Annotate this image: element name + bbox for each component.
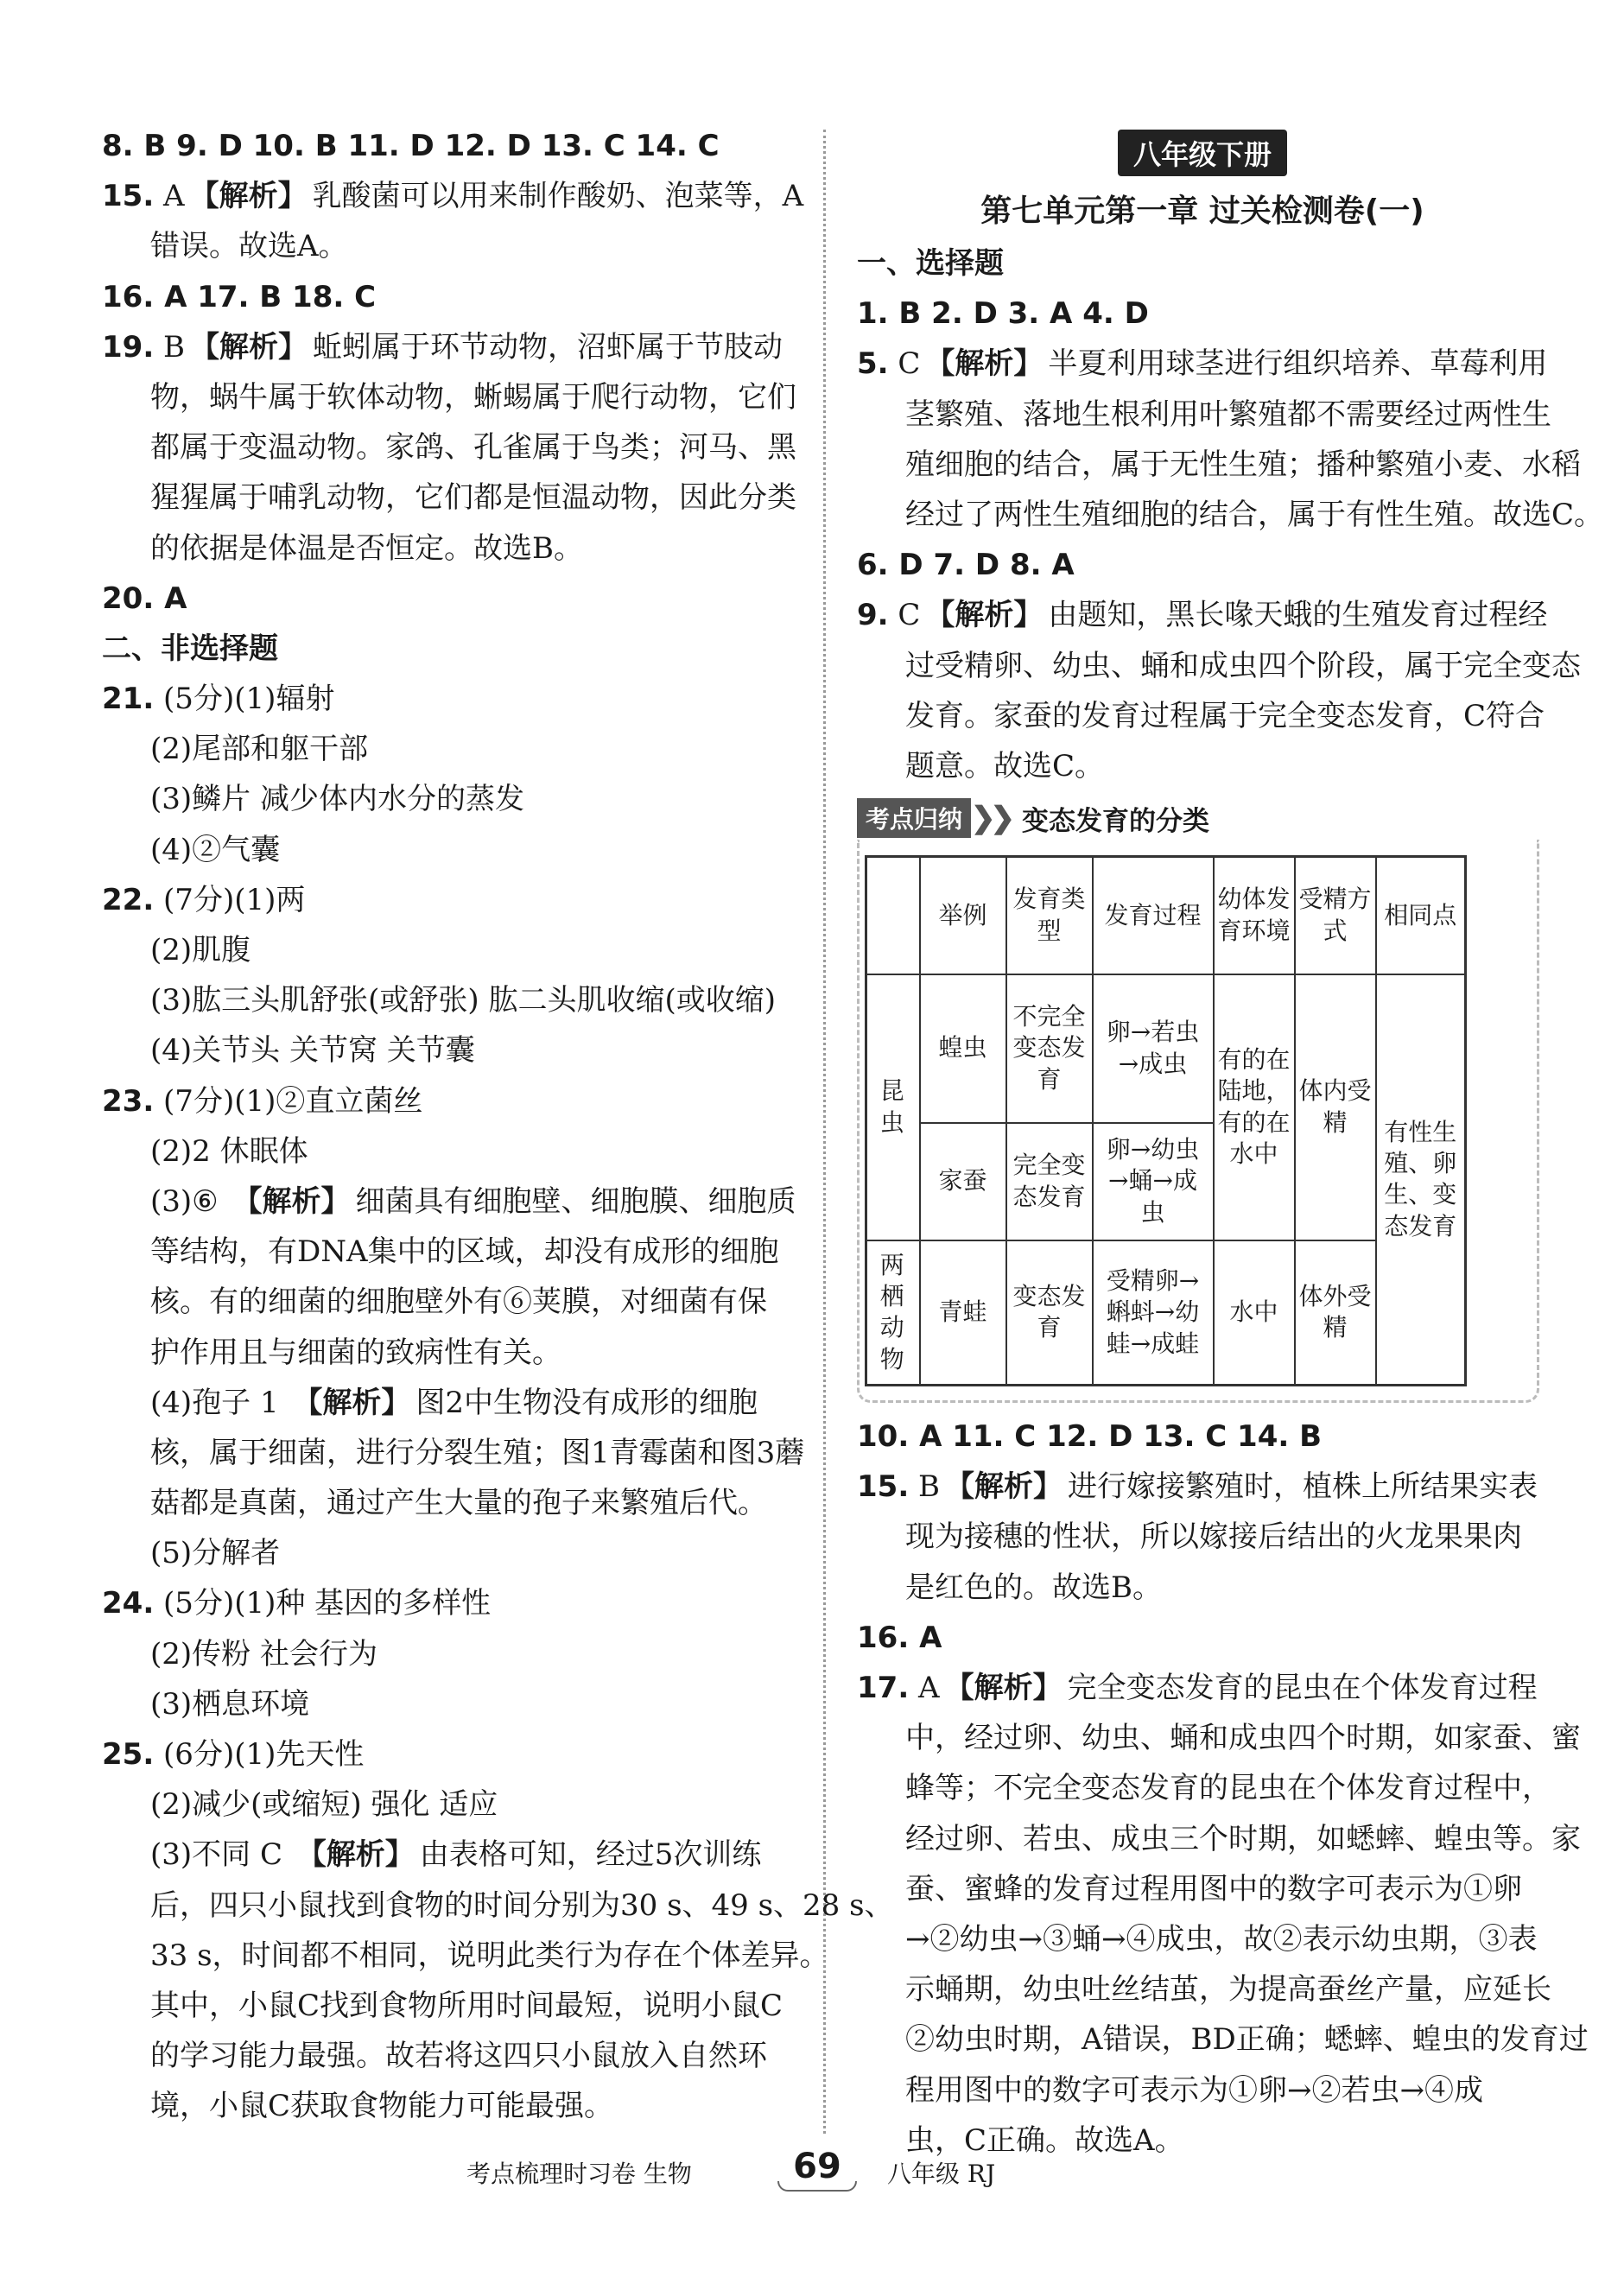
table-row: [866, 1240, 1466, 1386]
answer-line: [857, 590, 1548, 640]
choice-answers: 8. B 9. D 10. B 11. D 12. D 13. C 14. C: [102, 129, 720, 163]
header-example: 举例: [920, 857, 1006, 974]
kaodian-box: [857, 796, 1548, 1403]
kaodian-label: 考点归纳: [857, 798, 971, 838]
answer-continuation: [102, 1981, 793, 2031]
question-number: 21.: [102, 682, 155, 717]
answer-continuation: [102, 1679, 793, 1729]
choice-answers: 10. A 11. C 12. D 13. C 14. B: [857, 1419, 1323, 1455]
answer-text: 完全变态发育的昆虫在个体发育过程: [1067, 1671, 1538, 1705]
answer-continuation: [857, 490, 1604, 540]
answer-value: (5分)(1)种 基因的多样性: [163, 1586, 492, 1621]
column-divider: [823, 130, 826, 2134]
analysis-tag: 【解析】: [189, 179, 308, 214]
answer-text: 的学习能力最强。故若将这四只小鼠放入自然环: [150, 2039, 767, 2074]
answer-text: (2)2 休眠体: [150, 1133, 308, 1169]
grade-badge-wrap: [857, 130, 1548, 185]
question-number: 23.: [102, 1083, 155, 1119]
analysis-tag: 【解析】: [944, 1671, 1063, 1705]
answer-continuation: [857, 741, 1548, 791]
answer-text: 经过卵、若虫、成虫三个时期，如蟋蟀、蝗虫等。家: [905, 1821, 1581, 1856]
analysis-tag: 【解析】: [296, 1837, 415, 1873]
answer-text: (3)肱三头肌舒张(或舒张) 肱二头肌收缩(或收缩): [150, 983, 777, 1018]
answer-text: 其中，小鼠C找到食物所用时间最短，说明小鼠C: [150, 1988, 783, 2023]
answer-continuation: [857, 1964, 1551, 2014]
cell-fert: 体内受精: [1295, 974, 1376, 1240]
answer-value: (7分)(1)②直立菌丝: [163, 1083, 423, 1119]
answer-continuation: [102, 2081, 793, 2131]
analysis-tag: 【解析】: [190, 329, 308, 365]
answer-continuation: [102, 523, 793, 574]
choice-answers-line: [857, 540, 1548, 590]
answer-continuation: [102, 1881, 894, 1931]
answer-prefix: (3)⑥: [150, 1183, 228, 1219]
header-process: 发育过程: [1093, 857, 1214, 974]
answer-subline: [102, 1830, 793, 1880]
section-heading: [102, 624, 793, 674]
answer-line: [857, 1462, 1548, 1512]
answer-value: B: [918, 1469, 941, 1505]
group-amphibian: 两栖动物: [866, 1240, 920, 1386]
section-heading-text: 一、选择题: [857, 246, 1004, 281]
answer-prefix: (3)不同 C: [150, 1837, 292, 1873]
cell-process: 卵→幼虫→蛹→成虫: [1093, 1123, 1214, 1240]
answer-subline: [102, 1177, 796, 1227]
choice-answers: 20. A: [102, 580, 187, 616]
answer-line: [102, 322, 793, 372]
answer-text: 进行嫁接繁殖时，植株上所结果实表: [1068, 1469, 1538, 1505]
answer-continuation: [102, 422, 796, 473]
answer-continuation: [857, 1914, 1548, 1964]
answer-continuation: [102, 724, 793, 774]
analysis-tag: 【解析】: [293, 1385, 411, 1420]
question-number: 15.: [857, 1469, 910, 1505]
page-footer: [0, 2147, 1624, 2198]
page-number: 69: [784, 2147, 850, 2186]
answer-prefix: (4)孢子 1: [150, 1385, 289, 1420]
question-number: 17.: [857, 1671, 910, 1705]
answer-text: 程用图中的数字可表示为①卵→②若虫→④成: [905, 2072, 1483, 2108]
answer-value: A: [918, 1671, 940, 1705]
answer-text: 蜂等；不完全变态发育的昆虫在个体发育过程中，: [905, 1771, 1551, 1806]
answer-text: 过受精卵、幼虫、蛹和成虫四个阶段，属于完全变态: [905, 648, 1581, 683]
answer-continuation: [857, 641, 1581, 691]
answer-text: (4)②气囊: [150, 832, 281, 867]
section-heading-text: 二、非选择题: [102, 631, 278, 666]
cell-example: 蝗虫: [920, 974, 1006, 1123]
answer-continuation: [102, 1528, 793, 1578]
answer-line: [102, 171, 804, 221]
section-heading: [857, 238, 1548, 289]
question-number: 5.: [857, 346, 889, 382]
header-common: 相同点: [1376, 857, 1466, 974]
header-env: 幼体发育环境: [1214, 857, 1295, 974]
answer-text: 境，小鼠C获取食物能力可能最强。: [150, 2089, 614, 2124]
answer-text: 33 s，时间都不相同，说明此类行为存在个体差异。: [150, 1938, 829, 1973]
answer-text: 猩猩属于哺乳动物，它们都是恒温动物，因此分类: [150, 480, 796, 516]
answer-text: 由题知，黑长喙天蛾的生殖发育过程经: [1048, 598, 1548, 633]
answer-continuation: [102, 1227, 793, 1277]
answer-continuation: [102, 975, 793, 1025]
analysis-tag: 【解析】: [925, 598, 1044, 633]
answer-continuation: [857, 1512, 1548, 1562]
metamorphosis-table: [865, 855, 1467, 1386]
answer-text: 现为接穗的性状，所以嫁接后结出的火龙果果肉: [905, 1519, 1522, 1555]
answer-text: 蚯蚓属于环节动物，沼虾属于节肢动: [313, 329, 783, 365]
answer-text: 半夏利用球茎进行组织培养、草莓利用: [1048, 346, 1548, 382]
answer-value: C: [898, 346, 921, 382]
kaodian-title: 变态发育的分类: [1022, 805, 1209, 837]
answer-continuation: [102, 1025, 793, 1075]
choice-answers-line: [857, 1411, 1548, 1462]
analysis-tag: 【解析】: [945, 1469, 1063, 1505]
answer-line: [857, 1663, 1548, 1713]
answer-continuation: [102, 2031, 793, 2081]
answer-continuation: [857, 390, 1551, 440]
answer-continuation: [857, 2065, 1548, 2116]
answer-line: [102, 674, 793, 724]
answer-continuation: [857, 2014, 1589, 2065]
table-row: [866, 974, 1466, 1123]
choice-answers: 16. A 17. B 18. C: [102, 279, 377, 314]
cell-env: 水中: [1214, 1240, 1295, 1386]
answer-continuation: [102, 925, 793, 975]
right-column: [857, 121, 1604, 2166]
answer-text: (2)尾部和躯干部: [150, 732, 369, 767]
answer-text: 护作用且与细菌的致病性有关。: [150, 1335, 561, 1370]
question-number: 25.: [102, 1737, 155, 1772]
answer-text: 是红色的。故选B。: [905, 1570, 1162, 1605]
answer-continuation: [102, 221, 793, 271]
choice-answers-line: [857, 1613, 1548, 1663]
choice-answers: 1. B 2. D 3. A 4. D: [857, 296, 1149, 332]
answer-text: 错误。故选A。: [150, 229, 348, 264]
analysis-tag: 【解析】: [925, 346, 1044, 382]
header-fert: 受精方式: [1295, 857, 1376, 974]
answer-continuation: [102, 372, 796, 422]
kaodian-header: [857, 796, 1548, 840]
choice-answers-line: [857, 289, 1548, 339]
cell-common: 有性生殖、卵生、变态发育: [1376, 974, 1466, 1386]
answer-text: 中，经过卵、幼虫、蛹和成虫四个时期，如家蚕、蜜: [905, 1721, 1581, 1756]
answer-text: 蚕、蜜蜂的发育过程用图中的数字可表示为①卵: [905, 1871, 1522, 1906]
answer-text: 图2中生物没有成形的细胞: [416, 1385, 758, 1420]
answer-text: 示蛹期，幼虫吐丝结茧，为提高蚕丝产量，应延长: [905, 1972, 1551, 2008]
answer-continuation: [102, 1629, 793, 1679]
answer-text: 殖细胞的结合，属于无性生殖；播种繁殖小麦、水稻: [905, 447, 1581, 482]
cell-type: 完全变态发育: [1006, 1123, 1093, 1240]
group-insect: 昆虫: [866, 974, 920, 1240]
double-chevron-icon: ❯❯: [971, 801, 1010, 836]
footer-grade: 八年级 RJ: [887, 2160, 996, 2188]
answer-continuation: [102, 825, 793, 875]
cell-fert: 体外受精: [1295, 1240, 1376, 1386]
answer-text: 物，蜗牛属于软体动物，蜥蜴属于爬行动物，它们: [150, 379, 796, 415]
grade-badge: 八年级下册: [1118, 130, 1287, 176]
answer-subline: [102, 1378, 793, 1428]
cell-example: 青蛙: [920, 1240, 1006, 1386]
answer-text: 核。有的细菌的细胞壁外有⑥荚膜，对细菌有保: [150, 1285, 767, 1320]
question-number: 15.: [102, 179, 155, 214]
choice-answers: 16. A: [857, 1620, 942, 1655]
answer-text: 题意。故选C。: [905, 748, 1105, 783]
answer-continuation: [102, 1277, 793, 1327]
choice-answers: 6. D 7. D 8. A: [857, 548, 1075, 583]
question-number: 24.: [102, 1586, 155, 1621]
footer-book-title: 考点梳理时习卷 生物: [466, 2160, 692, 2188]
answer-continuation: [857, 691, 1548, 741]
answer-text: (3)鳞片 减少体内水分的蒸发: [150, 782, 524, 817]
answer-continuation: [857, 1814, 1581, 1864]
answer-line: [102, 875, 793, 925]
answers-part-b: [857, 1411, 1589, 2166]
answer-continuation: [857, 1763, 1551, 1813]
choice-answers-line: [102, 574, 793, 624]
header-type: 发育类型: [1006, 857, 1093, 974]
answer-continuation: [102, 1328, 793, 1378]
question-number: 19.: [102, 329, 155, 365]
cell-type: 变态发育: [1006, 1240, 1093, 1386]
answer-text: 都属于变温动物。家鸽、孔雀属于鸟类；河马、黑: [150, 430, 796, 466]
cell-example: 家蚕: [920, 1123, 1006, 1240]
analysis-tag: 【解析】: [232, 1183, 351, 1219]
answers-part-a: [857, 238, 1604, 791]
answer-value: A: [163, 179, 185, 214]
answer-text: 后，四只小鼠找到食物的时间分别为30 s、49 s、28 s、: [150, 1887, 894, 1923]
answer-text: 菇都是真菌，通过产生大量的孢子来繁殖后代。: [150, 1486, 767, 1521]
answer-text: (2)肌腹: [150, 933, 251, 967]
answer-text: 虫，C正确。故选A。: [905, 2122, 1184, 2158]
answer-continuation: [102, 1478, 793, 1528]
answer-value: (6分)(1)先天性: [163, 1737, 365, 1772]
answer-continuation: [102, 1931, 829, 1981]
answer-text: 乳酸菌可以用来制作酸奶、泡菜等，A: [312, 179, 804, 214]
answer-line: [102, 1729, 793, 1779]
answer-continuation: [857, 440, 1581, 490]
choice-answers-line: [102, 121, 793, 171]
answer-text: (2)减少(或缩短) 强化 适应: [150, 1787, 498, 1823]
answer-continuation: [102, 473, 796, 523]
answer-text: →②幼虫→③蛹→④成虫，故②表示幼虫期，③表: [905, 1921, 1538, 1957]
answer-value: C: [898, 598, 921, 633]
answer-text: (2)传粉 社会行为: [150, 1636, 377, 1672]
answer-text: (3)栖息环境: [150, 1686, 310, 1722]
answer-text: 的依据是体温是否恒定。故选B。: [150, 530, 583, 566]
cell-type: 不完全变态发育: [1006, 974, 1093, 1123]
answer-text: 发育。家蚕的发育过程属于完全变态发育，C符合: [905, 698, 1545, 733]
answer-continuation: [102, 1428, 805, 1478]
answer-continuation: [857, 1864, 1548, 1914]
answer-continuation: [857, 1713, 1581, 1763]
answer-value: (5分)(1)辐射: [163, 682, 335, 717]
answer-value: B: [163, 329, 186, 365]
answer-line: [102, 1578, 793, 1628]
cell-process: 卵→若虫→成虫: [1093, 974, 1214, 1123]
chapter-title: 第七单元第一章 过关检测卷(一): [980, 193, 1424, 229]
answer-continuation: [102, 1126, 793, 1177]
table-frame: [857, 840, 1539, 1403]
answer-line: [857, 339, 1548, 389]
answer-line: [102, 1076, 793, 1126]
answer-text: 等结构，有DNA集中的区域，却没有成形的细胞: [150, 1234, 779, 1270]
choice-answers-line: [102, 272, 793, 322]
question-number: 22.: [102, 882, 155, 917]
table-header-row: [866, 857, 1466, 974]
answer-text: 细菌具有细胞壁、细胞膜、细胞质: [355, 1183, 796, 1219]
answer-text: (4)关节头 关节窝 关节囊: [150, 1033, 475, 1069]
answer-text: 经过了两性生殖细胞的结合，属于有性生殖。故选C。: [905, 497, 1604, 532]
answer-text: (5)分解者: [150, 1536, 281, 1571]
header-blank: [866, 857, 920, 974]
cell-process: 受精卵→蝌蚪→幼蛙→成蛙: [1093, 1240, 1214, 1386]
answer-text: ②幼虫时期，A错误，BD正确；蟋蟀、蝗虫的发育过: [905, 2022, 1589, 2058]
answer-continuation: [857, 1563, 1548, 1613]
answer-continuation: [102, 774, 793, 824]
answer-continuation: [102, 1779, 793, 1830]
question-number: 9.: [857, 598, 889, 633]
answer-value: (7分)(1)两: [163, 882, 306, 917]
answer-text: 茎繁殖、落地生根利用叶繁殖都不需要经过两性生: [905, 396, 1551, 432]
answer-text: 核，属于细菌，进行分裂生殖；图1青霉菌和图3蘑: [150, 1435, 805, 1470]
answer-text: 由表格可知，经过5次训练: [419, 1837, 762, 1873]
cell-env: 有的在陆地，有的在水中: [1214, 974, 1295, 1240]
